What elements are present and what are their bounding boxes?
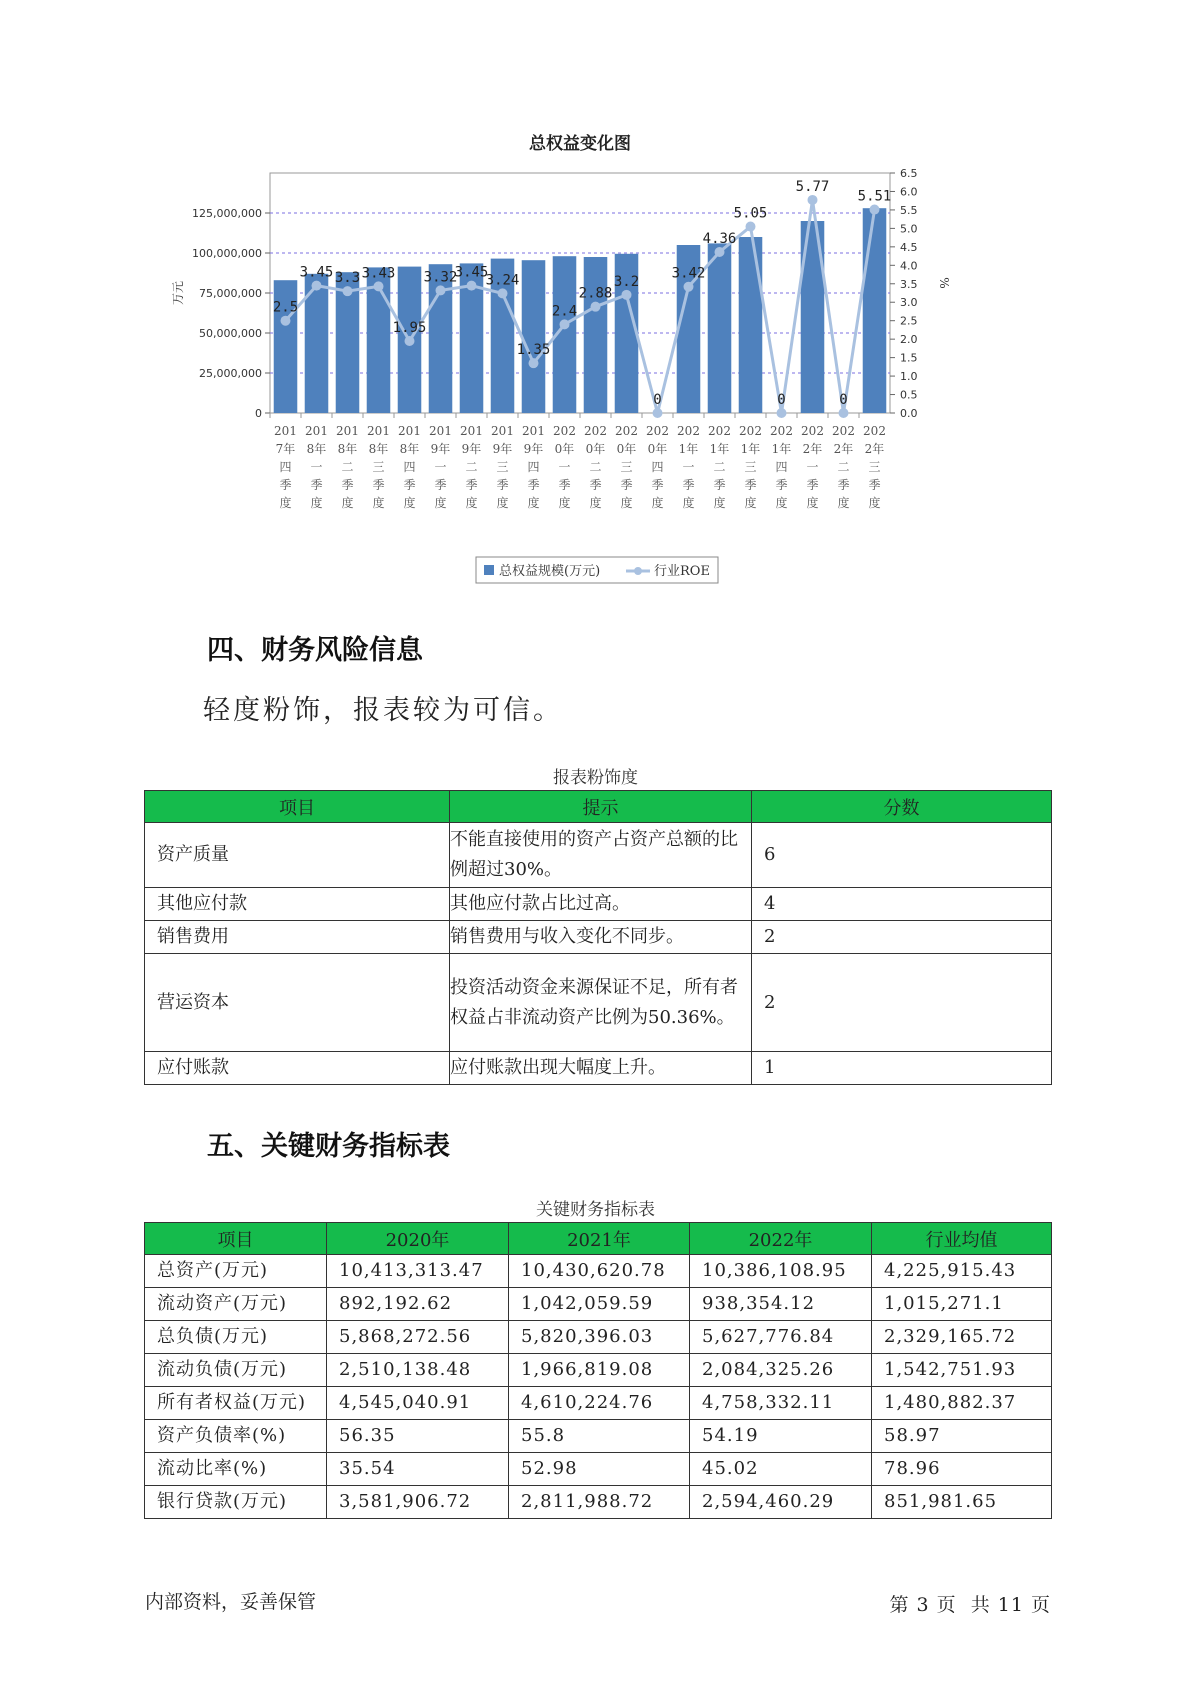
x-tick-label: 季	[589, 478, 602, 492]
y-tick-label: 125,000,000	[192, 207, 262, 220]
roe-point	[591, 302, 601, 312]
roe-point	[405, 336, 415, 346]
risk-score: 4	[752, 888, 1052, 921]
x-tick-label: 一	[806, 460, 819, 474]
table-row	[145, 1255, 1052, 1288]
y2-tick-label: 4.0	[900, 259, 918, 273]
kpi-2021: 52.98	[509, 1453, 690, 1486]
y2-axis-label: %	[937, 277, 951, 289]
x-tick-label: 季	[868, 478, 881, 492]
x-tick-label: 202	[739, 424, 762, 438]
kpi-item: 总负债(万元)	[145, 1321, 327, 1354]
risk-table	[144, 790, 1052, 1085]
x-tick-label: 度	[837, 496, 850, 510]
roe-point	[839, 408, 849, 418]
x-tick-label: 度	[744, 496, 757, 510]
page-number: 第 3 页 共 11 页	[889, 1594, 1051, 1616]
risk-header-hint: 提示	[450, 791, 752, 823]
x-tick-label: 二	[837, 460, 850, 474]
risk-item: 其他应付款	[145, 888, 450, 921]
roe-data-label: 5.51	[857, 188, 892, 205]
x-tick-label: 202	[770, 424, 793, 438]
x-tick-label: 二	[465, 460, 478, 474]
x-tick-label: 四	[775, 460, 788, 474]
x-tick-label: 201	[367, 424, 390, 438]
roe-data-label: 3.42	[671, 265, 706, 282]
y-tick-label: 100,000,000	[192, 247, 262, 260]
kpi-2022: 45.02	[690, 1453, 872, 1486]
x-tick-label: 8年	[368, 442, 389, 456]
table-row	[145, 1288, 1052, 1321]
roe-data-label: 1.95	[392, 320, 427, 336]
kpi-industry-avg: 1,542,751.93	[872, 1354, 1052, 1387]
risk-header-item: 项目	[145, 791, 450, 823]
legend-bar-label: 总权益规模(万元)	[499, 564, 601, 579]
roe-point	[684, 282, 694, 292]
roe-point	[777, 408, 787, 418]
x-tick-label: 季	[682, 478, 695, 492]
x-tick-label: 202	[863, 424, 886, 438]
kpi-table-header-row	[145, 1223, 1052, 1255]
x-tick-label: 202	[646, 424, 669, 438]
x-tick-label: 度	[465, 496, 478, 510]
table-row	[145, 1052, 1052, 1085]
x-tick-label: 季	[434, 478, 447, 492]
kpi-industry-avg: 4,225,915.43	[872, 1255, 1052, 1288]
kpi-2022: 2,084,325.26	[690, 1354, 872, 1387]
x-tick-label: 202	[801, 424, 824, 438]
y-tick-label: 25,000,000	[199, 367, 262, 380]
roe-point	[746, 222, 756, 232]
x-tick-label: 2年	[864, 442, 885, 456]
x-tick-label: 度	[310, 496, 323, 510]
x-tick-label: 三	[496, 460, 509, 474]
kpi-industry-avg: 851,981.65	[872, 1486, 1052, 1519]
kpi-header-2020: 2020年	[327, 1223, 509, 1255]
x-tick-label: 201	[491, 424, 514, 438]
y2-tick-label: 2.5	[900, 314, 918, 328]
kpi-2022: 54.19	[690, 1420, 872, 1453]
x-tick-label: 四	[651, 460, 664, 474]
kpi-2020: 5,868,272.56	[327, 1321, 509, 1354]
kpi-industry-avg: 78.96	[872, 1453, 1052, 1486]
kpi-item: 资产负债率(%)	[145, 1420, 327, 1453]
x-tick-label: 二	[713, 460, 726, 474]
kpi-industry-avg: 2,329,165.72	[872, 1321, 1052, 1354]
bar	[584, 257, 608, 413]
x-tick-label: 9年	[461, 442, 482, 456]
roe-point	[653, 408, 663, 418]
x-tick-label: 度	[651, 496, 664, 510]
kpi-2021: 5,820,396.03	[509, 1321, 690, 1354]
kpi-item: 所有者权益(万元)	[145, 1387, 327, 1420]
kpi-2022: 10,386,108.95	[690, 1255, 872, 1288]
roe-data-label: 3.45	[299, 264, 334, 281]
x-tick-label: 度	[775, 496, 788, 510]
roe-point	[808, 195, 818, 205]
x-tick-label: 202	[553, 424, 576, 438]
total-equity-chart	[150, 135, 1050, 595]
y2-tick-label: 3.0	[900, 296, 918, 310]
roe-point	[436, 285, 446, 295]
y2-tick-label: 1.0	[900, 370, 918, 384]
x-tick-label: 三	[372, 460, 385, 474]
table-row	[145, 954, 1052, 1052]
risk-table-caption: 报表粉饰度	[553, 768, 638, 788]
x-tick-label: 度	[558, 496, 571, 510]
y2-tick-label: 4.5	[900, 240, 918, 254]
y-tick-label: 75,000,000	[199, 287, 262, 300]
x-tick-label: 一	[434, 460, 447, 474]
roe-data-label: 5.77	[795, 178, 830, 195]
x-tick-label: 0年	[585, 442, 606, 456]
roe-point	[312, 281, 322, 291]
x-tick-label: 8年	[399, 442, 420, 456]
kpi-header-industry-avg: 行业均值	[872, 1223, 1052, 1255]
x-tick-label: 季	[651, 478, 664, 492]
roe-point	[529, 358, 539, 368]
x-tick-label: 度	[434, 496, 447, 510]
x-tick-label: 季	[403, 478, 416, 492]
x-tick-label: 度	[806, 496, 819, 510]
y2-tick-label: 1.5	[900, 351, 918, 365]
kpi-item: 总资产(万元)	[145, 1255, 327, 1288]
risk-summary-text: 轻度粉饰，报表较为可信。	[203, 695, 563, 726]
legend-bar-swatch	[484, 565, 494, 575]
x-tick-label: 季	[558, 478, 571, 492]
bar	[708, 243, 732, 413]
chart-svg	[150, 135, 1050, 595]
roe-data-label: 1.35	[516, 342, 551, 359]
roe-point	[560, 319, 570, 329]
x-tick-label: 8年	[306, 442, 327, 456]
kpi-industry-avg: 1,015,271.1	[872, 1288, 1052, 1321]
x-tick-label: 202	[708, 424, 731, 438]
kpi-table	[144, 1222, 1052, 1519]
x-tick-label: 一	[682, 460, 695, 474]
x-tick-label: 一	[558, 460, 571, 474]
x-tick-label: 度	[341, 496, 354, 510]
risk-item: 应付账款	[145, 1052, 450, 1085]
kpi-2022: 938,354.12	[690, 1288, 872, 1321]
roe-data-label: 2.5	[272, 299, 299, 316]
risk-hint: 投资活动资金来源保证不足，所有者权益占非流动资产比例为50.36%。	[450, 954, 752, 1052]
x-tick-label: 季	[620, 478, 633, 492]
roe-data-label: 0	[653, 392, 662, 408]
x-tick-label: 9年	[523, 442, 544, 456]
x-tick-label: 四	[403, 460, 416, 474]
roe-data-label: 3.2	[613, 273, 640, 290]
kpi-2022: 4,758,332.11	[690, 1387, 872, 1420]
table-row	[145, 1453, 1052, 1486]
kpi-2021: 2,811,988.72	[509, 1486, 690, 1519]
x-tick-label: 0年	[616, 442, 637, 456]
kpi-2020: 4,545,040.91	[327, 1387, 509, 1420]
kpi-2021: 1,966,819.08	[509, 1354, 690, 1387]
risk-score: 2	[752, 954, 1052, 1052]
roe-data-label: 0	[839, 392, 848, 408]
x-tick-label: 度	[527, 496, 540, 510]
x-tick-label: 季	[527, 478, 540, 492]
table-row	[145, 1387, 1052, 1420]
kpi-header-item: 项目	[145, 1223, 327, 1255]
roe-data-label: 4.36	[702, 231, 737, 248]
table-row	[145, 1321, 1052, 1354]
kpi-item: 流动比率(%)	[145, 1453, 327, 1486]
table-row	[145, 921, 1052, 954]
roe-point	[870, 205, 880, 215]
x-tick-label: 201	[336, 424, 359, 438]
x-tick-label: 2年	[802, 442, 823, 456]
table-row	[145, 888, 1052, 921]
x-tick-label: 度	[279, 496, 292, 510]
legend-line-marker	[634, 567, 642, 575]
risk-score: 2	[752, 921, 1052, 954]
roe-data-label: 5.05	[733, 205, 768, 222]
x-tick-label: 0年	[554, 442, 575, 456]
y2-tick-label: 0.0	[900, 407, 918, 420]
x-tick-label: 9年	[492, 442, 513, 456]
x-tick-label: 1年	[678, 442, 699, 456]
table-row	[145, 1486, 1052, 1519]
roe-data-label: 3.43	[361, 265, 396, 282]
x-tick-label: 季	[806, 478, 819, 492]
x-tick-label: 四	[527, 460, 540, 474]
kpi-2021: 55.8	[509, 1420, 690, 1453]
x-tick-label: 度	[868, 496, 881, 510]
risk-item: 营运资本	[145, 954, 450, 1052]
x-tick-label: 202	[615, 424, 638, 438]
x-tick-label: 201	[398, 424, 421, 438]
kpi-2020: 56.35	[327, 1420, 509, 1453]
table-row	[145, 823, 1052, 888]
kpi-industry-avg: 58.97	[872, 1420, 1052, 1453]
kpi-item: 流动负债(万元)	[145, 1354, 327, 1387]
legend-line-label: 行业ROE	[654, 564, 710, 579]
y2-tick-label: 5.5	[900, 203, 918, 217]
roe-data-label: 2.4	[551, 303, 578, 320]
x-tick-label: 202	[677, 424, 700, 438]
x-tick-label: 四	[279, 460, 292, 474]
x-tick-label: 季	[775, 478, 788, 492]
x-tick-label: 201	[305, 424, 328, 438]
roe-data-label: 2.88	[578, 285, 613, 302]
x-tick-label: 202	[584, 424, 607, 438]
kpi-2022: 2,594,460.29	[690, 1486, 872, 1519]
risk-hint: 其他应付款占比过高。	[450, 888, 752, 921]
roe-point	[498, 288, 508, 298]
roe-data-label: 3.3	[334, 270, 361, 287]
x-tick-label: 季	[341, 478, 354, 492]
x-tick-label: 201	[460, 424, 483, 438]
section4-heading: 四、财务风险信息	[207, 635, 423, 666]
roe-point	[374, 281, 384, 291]
x-tick-label: 三	[744, 460, 757, 474]
x-tick-label: 度	[620, 496, 633, 510]
roe-point	[343, 286, 353, 296]
x-tick-label: 季	[310, 478, 323, 492]
kpi-2020: 3,581,906.72	[327, 1486, 509, 1519]
x-tick-label: 季	[496, 478, 509, 492]
roe-data-label: 3.45	[454, 264, 489, 281]
bar	[522, 260, 546, 413]
x-tick-label: 度	[713, 496, 726, 510]
y-axis-label: 万元	[171, 280, 185, 306]
y2-tick-label: 6.5	[900, 167, 918, 180]
kpi-header-2022: 2022年	[690, 1223, 872, 1255]
x-tick-label: 0年	[647, 442, 668, 456]
x-tick-label: 度	[589, 496, 602, 510]
table-row	[145, 1420, 1052, 1453]
kpi-header-2021: 2021年	[509, 1223, 690, 1255]
x-tick-label: 季	[837, 478, 850, 492]
roe-point	[622, 290, 632, 300]
x-tick-label: 9年	[430, 442, 451, 456]
roe-point	[281, 316, 291, 326]
kpi-2020: 892,192.62	[327, 1288, 509, 1321]
kpi-2020: 2,510,138.48	[327, 1354, 509, 1387]
x-tick-label: 202	[832, 424, 855, 438]
section5-heading: 五、关键财务指标表	[207, 1131, 450, 1162]
x-tick-label: 7年	[275, 442, 296, 456]
roe-data-label: 3.32	[423, 269, 458, 286]
footer-confidential-note: 内部资料，妥善保管	[145, 1591, 317, 1613]
x-tick-label: 二	[341, 460, 354, 474]
x-tick-label: 季	[279, 478, 292, 492]
kpi-2020: 35.54	[327, 1453, 509, 1486]
y2-tick-label: 6.0	[900, 185, 918, 199]
x-tick-label: 2年	[833, 442, 854, 456]
x-tick-label: 度	[403, 496, 416, 510]
x-tick-label: 二	[589, 460, 602, 474]
risk-table-header-row	[145, 791, 1052, 823]
kpi-item: 流动资产(万元)	[145, 1288, 327, 1321]
x-tick-label: 季	[372, 478, 385, 492]
y-tick-label: 0	[255, 407, 262, 420]
x-tick-label: 度	[682, 496, 695, 510]
y2-tick-label: 5.0	[900, 222, 918, 236]
x-tick-label: 三	[868, 460, 881, 474]
y-tick-label: 50,000,000	[199, 327, 262, 340]
risk-score: 1	[752, 1052, 1052, 1085]
table-row	[145, 1354, 1052, 1387]
x-tick-label: 8年	[337, 442, 358, 456]
risk-item: 资产质量	[145, 823, 450, 888]
roe-data-label: 3.24	[485, 272, 520, 289]
kpi-2021: 1,042,059.59	[509, 1288, 690, 1321]
x-tick-label: 201	[274, 424, 297, 438]
y2-tick-label: 3.5	[900, 277, 918, 291]
x-tick-label: 201	[522, 424, 545, 438]
risk-score: 6	[752, 823, 1052, 888]
x-tick-label: 一	[310, 460, 323, 474]
risk-hint: 销售费用与收入变化不同步。	[450, 921, 752, 954]
roe-point	[715, 247, 725, 257]
x-tick-label: 201	[429, 424, 452, 438]
bar	[863, 208, 887, 413]
risk-item: 销售费用	[145, 921, 450, 954]
bar	[739, 237, 763, 413]
x-tick-label: 季	[713, 478, 726, 492]
x-tick-label: 三	[620, 460, 633, 474]
risk-hint: 不能直接使用的资产占资产总额的比例超过30%。	[450, 823, 752, 888]
kpi-2022: 5,627,776.84	[690, 1321, 872, 1354]
kpi-2021: 4,610,224.76	[509, 1387, 690, 1420]
roe-data-label: 0	[777, 392, 786, 408]
kpi-table-caption: 关键财务指标表	[536, 1200, 655, 1220]
x-tick-label: 1年	[709, 442, 730, 456]
kpi-industry-avg: 1,480,882.37	[872, 1387, 1052, 1420]
risk-header-score: 分数	[752, 791, 1052, 823]
kpi-item: 银行贷款(万元)	[145, 1486, 327, 1519]
kpi-2020: 10,413,313.47	[327, 1255, 509, 1288]
chart-title: 总权益变化图	[529, 134, 631, 154]
risk-hint: 应付账款出现大幅度上升。	[450, 1052, 752, 1085]
x-tick-label: 1年	[740, 442, 761, 456]
kpi-2021: 10,430,620.78	[509, 1255, 690, 1288]
x-tick-label: 季	[744, 478, 757, 492]
y2-tick-label: 0.5	[900, 388, 918, 402]
y2-tick-label: 2.0	[900, 333, 918, 347]
x-tick-label: 度	[372, 496, 385, 510]
roe-point	[467, 281, 477, 291]
x-tick-label: 季	[465, 478, 478, 492]
x-tick-label: 1年	[771, 442, 792, 456]
x-tick-label: 度	[496, 496, 509, 510]
